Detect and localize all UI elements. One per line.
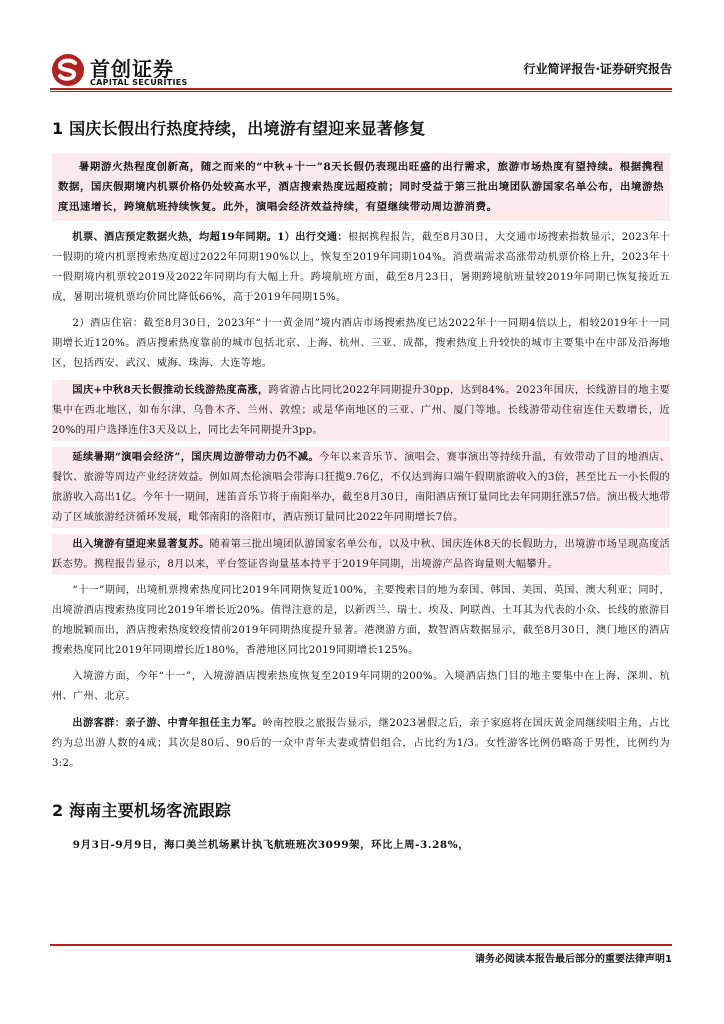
page-header	[50, 48, 672, 88]
paragraph-concert-economy	[52, 447, 670, 528]
capital-securities-logo-icon	[50, 52, 86, 88]
paragraph-traveler-groups	[52, 713, 670, 774]
paragraph-text: 随着第三批出境团队游国家名单公布，以及中秋、国庆连休8天的长假助力，出境游市场呈现高度活跃态势。携程报告显示，8月以来，平台签证咨询量基本持平于2019年同期，出境游产品咨询量则大幅攀升。	[52, 539, 670, 570]
section-1-title: 1 国庆长假出行热度持续，出境游有望迎来显著修复	[52, 119, 426, 138]
paragraph-text: 岭南控股之旅报告显示，继2023暑假之后，亲子家庭将在国庆黄金周继续唱主角，占比约为总出游人数的4成；其次是80后、90后的一众中青年夫妻或情侣组合，占比约为1/3。女性游客比例仍略高于男性，比例约为3:2。	[52, 718, 670, 769]
footer-divider	[50, 944, 672, 946]
company-logo	[50, 52, 210, 88]
paragraph-text: 入境游方面，今年“十一”，入境游酒店搜索热度恢复至2019年同期的200%。入境酒店热门目的地主要集中在上海、深圳、杭州、广州、北京。	[52, 671, 670, 702]
report-type-label: 行业简评报告·证券研究报告	[523, 62, 672, 76]
paragraph-lead: 机票、酒店预定数据火热，均超19年同期。1）出行交通：	[72, 231, 348, 243]
logo-english-name: CAPITAL SECURITIES	[90, 78, 188, 87]
paragraph-text: 今年以来音乐节、演唱会、赛事演出等持续升温，有效带动了目的地酒店、餐饮、旅游等周边产业经济效益。例如周杰伦演唱会带海口狂揽9.76亿，不仅达到海口端午假期旅游收入的3倍，甚至比五一小长假的旅游收入高出1亿。今年十一期间，迷笛音乐节将于南阳举办，截至8月30日，南阳酒店预订量同比去年同期狂涨57倍。演出极大地带动了区域旅游经济循环发展，毗邻南阳的洛阳市，酒店预订量同比2022年同期增长7倍。	[52, 452, 670, 523]
paragraph-text: 根据携程报告，截至8月30日，大交通市场搜索指数显示，2023年十一假期的境内机票搜索热度超过2022年同期190%以上，恢复至2019年同期104%。消费端需求高涨带动机票价格上升，2023年十一假期境内机票较2019及2022年同期均有大幅上升。跨境航班方面，截至8月23日，暑期跨境航班量较2019年同期已恢复接近五成，暑期出境机票均价同比降低66%，高于2019年同期15%。	[52, 232, 670, 303]
paragraph-text: “十一”期间，出境机票搜索热度同比2019年同期恢复近100%，主要搜索目的地为泰国、韩国、美国、英国、澳大利亚；同时，出境游酒店搜索热度同比2019年增长近20%。值得注意的是，以新西兰、瑞士、埃及、阿联酋、土耳其为代表的小众、长线的旅游目的地脱颖而出，酒店搜索热度较疫情前2019年同期热度提升显著。港澳游方面，数智酒店数据显示，截至8月30日，澳门地区的酒店搜索热度同比2019年同期增长近180%，香港地区同比2019同期增长125%。	[52, 585, 670, 656]
paragraph-inbound	[52, 667, 670, 707]
section-1-summary-box	[52, 153, 670, 221]
header-divider-thin	[50, 91, 672, 92]
paragraph-lead: 国庆+中秋8天长假推动长线游热度高涨，	[72, 384, 269, 396]
header-divider	[50, 88, 672, 90]
paragraph-text: 跨省游占比同比2022年同期提升30pp，达到84%。2023年国庆，长线游目的地主要集中在西北地区，如布尔津、乌鲁木齐、兰州、敦煌；或是华南地区的三亚、广州、厦门等地。长线游带动住宿连住天数增长，近20%的用户选择连住3天及以上，同比去年同期提升3pp。	[52, 385, 670, 436]
paragraph-hotel-stay	[52, 314, 670, 374]
report-body	[52, 104, 670, 855]
section-2-first-line: 9月3日-9月9日，海口美兰机场累计执飞航班班次3099架，环比上周-3.28%，	[72, 839, 470, 851]
paragraph-national-day-outbound	[52, 581, 670, 661]
page-footer	[475, 950, 672, 965]
section-1-summary-text: 暑期游火热程度创新高，随之而来的“中秋+十一”8天长假仍表现出旺盛的出行需求，旅游市场热度有望持续。根据携程数据，国庆假期境内机票价格仍处较高水平，酒店搜索热度远超疫前；同时受益于第三批出境团队游国家名单公布，出境游热度迅速增长，跨境航班持续恢复。此外，演唱会经济效益持续，有望继续带动周边游消费。	[58, 161, 664, 213]
paragraph-flight-hotel	[52, 227, 670, 308]
paragraph-long-trip	[52, 380, 670, 441]
paragraph-lead: 延续暑期“演唱会经济”，国庆周边游带动力仍不减。	[72, 451, 320, 463]
logo-chinese-name: 首创证券	[90, 57, 174, 81]
paragraph-outbound-recovery	[52, 534, 670, 575]
section-2-title: 2 海南主要机场客流跟踪	[52, 801, 232, 820]
page-number: 1	[665, 954, 672, 965]
paragraph-lead: 出游客群：亲子游、中青年担任主力军。	[72, 717, 263, 729]
legal-disclaimer: 请务必阅读本报告最后部分的重要法律声明	[475, 954, 666, 965]
paragraph-text: 2）酒店住宿：截至8月30日，2023年“十一黄金周”境内酒店市场搜索热度已达2022年十一同期4倍以上，相较2019年十一同期增长近120%。酒店搜索热度靠前的城市包括北京、上海、杭州、三亚、成都，搜索热度上升较快的城市主要集中在中部及沿海地区，包括西安、武汉、威海、珠海、大连等地。	[52, 318, 670, 369]
paragraph-lead: 出入境游有望迎来显著复苏。	[72, 538, 210, 550]
